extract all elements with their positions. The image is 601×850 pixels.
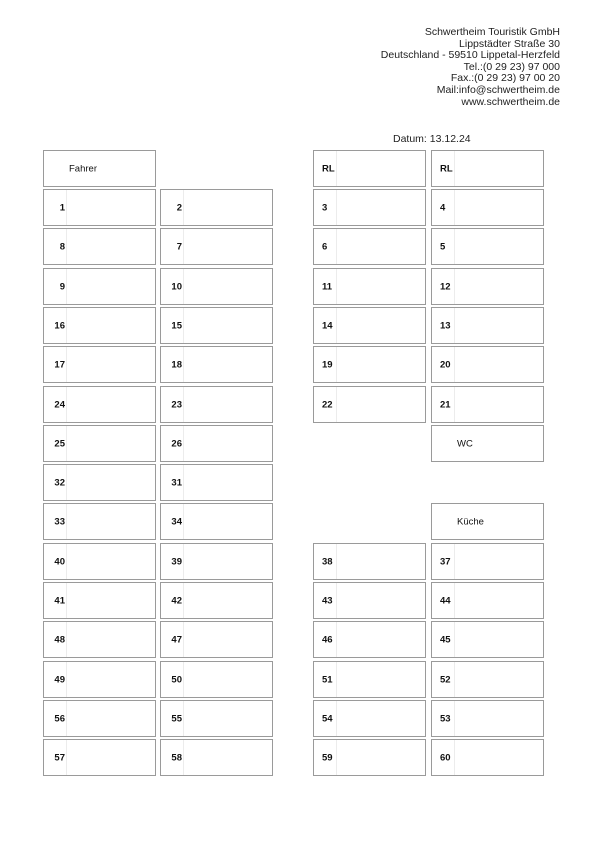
seat-divider [336,740,337,775]
seat-15-label: 15 [171,320,182,331]
seat-11 [313,268,426,305]
seat-20 [431,346,544,383]
seat-divider [66,544,67,579]
seat-54 [313,700,426,737]
seat-45 [431,621,544,658]
seat-58 [160,739,273,776]
seat-18 [160,346,273,383]
seat-32-label: 32 [54,477,65,488]
seat-6 [313,228,426,265]
seat-38-label: 38 [322,556,333,567]
seat-divider [183,229,184,264]
guide-seat-left [313,150,426,187]
seat-divider [66,269,67,304]
seat-56 [43,700,156,737]
seat-divider [183,740,184,775]
seat-divider [336,544,337,579]
seat-17-label: 17 [54,359,65,370]
guide-seat-right-label: RL [440,163,453,174]
seat-divider [66,701,67,736]
seat-divider [336,701,337,736]
guide-seat-right [431,150,544,187]
seat-49-label: 49 [54,674,65,685]
driver-box [43,150,156,187]
seat-41-label: 41 [54,595,65,606]
seat-46-label: 46 [322,634,333,645]
seat-48 [43,621,156,658]
seat-12 [431,268,544,305]
seat-37-label: 37 [440,556,451,567]
seat-divider [336,583,337,618]
seat-divider [336,662,337,697]
seat-divider [336,269,337,304]
seat-55-label: 55 [171,713,182,724]
seat-9-label: 9 [59,281,65,292]
company-name: Schwertheim Touristik GmbH [424,26,560,38]
seat-5 [431,228,544,265]
seat-24-label: 24 [54,399,65,410]
seat-18-label: 18 [171,359,182,370]
seat-21-label: 21 [440,399,451,410]
seat-53 [431,700,544,737]
seat-16 [43,307,156,344]
seat-20-label: 20 [440,359,451,370]
wc-box [431,425,544,462]
seat-59 [313,739,426,776]
company-city: Deutschland - 59510 Lippetal-Herzfeld [380,49,560,62]
seat-divider [454,229,455,264]
seat-56-label: 56 [54,713,65,724]
seat-44-label: 44 [440,595,451,606]
seat-divider [336,190,337,225]
seat-4-label: 4 [440,202,446,213]
seat-49 [43,661,156,698]
seat-13 [431,307,544,344]
seat-divider [66,426,67,461]
seat-divider [183,544,184,579]
seat-40-label: 40 [54,556,65,567]
seat-divider [66,504,67,539]
seat-48-label: 48 [54,634,65,645]
kitchen-box [431,503,544,540]
seat-5-label: 5 [440,241,446,252]
seat-divider [454,622,455,657]
seat-divider [66,662,67,697]
seat-53-label: 53 [440,713,451,724]
seat-46 [313,621,426,658]
seat-32 [43,464,156,501]
seat-39 [160,543,273,580]
seat-23 [160,386,273,423]
seat-divider [454,544,455,579]
seat-50 [160,661,273,698]
seat-divider [183,583,184,618]
seat-divider [183,190,184,225]
seat-7-label: 7 [176,241,182,252]
seat-8-label: 8 [59,241,65,252]
seat-12-label: 12 [440,281,451,292]
seat-divider [454,662,455,697]
seat-divider [454,740,455,775]
seat-1 [43,189,156,226]
seat-divider [183,662,184,697]
seat-9 [43,268,156,305]
seat-2-label: 2 [176,202,182,213]
seat-52-label: 52 [440,674,451,685]
seat-22-label: 22 [322,399,333,410]
seat-55 [160,700,273,737]
seat-21 [431,386,544,423]
seat-divider [183,701,184,736]
seat-31 [160,464,273,501]
seat-58-label: 58 [171,752,182,763]
seat-divider [183,426,184,461]
seat-4 [431,189,544,226]
seat-26-label: 26 [171,438,182,449]
wc-box-label: WC [457,438,473,449]
seat-divider [66,465,67,500]
seat-45-label: 45 [440,634,451,645]
seat-37 [431,543,544,580]
seat-divider [336,151,337,186]
seat-14 [313,307,426,344]
seat-divider [336,229,337,264]
company-street: Lippstädter Straße 30 [459,37,560,50]
seat-divider [336,308,337,343]
seat-17 [43,346,156,383]
seat-24 [43,386,156,423]
seat-11-label: 11 [322,281,333,292]
seat-57-label: 57 [54,752,65,763]
seat-25 [43,425,156,462]
seat-divider [454,387,455,422]
seat-divider [66,308,67,343]
guide-seat-left-label: RL [322,163,335,174]
seat-6-label: 6 [322,241,328,252]
company-fax: Fax.:(0 29 23) 97 00 20 [450,72,560,85]
seat-divider [66,622,67,657]
seat-22 [313,386,426,423]
seat-divider [66,387,67,422]
seat-divider [454,583,455,618]
kitchen-box-label: Küche [457,516,484,527]
seat-50-label: 50 [171,674,182,685]
document-date: Datum: 13.12.24 [393,133,471,145]
seat-divider [183,504,184,539]
seat-divider [183,308,184,343]
company-phone: Tel.:(0 29 23) 97 000 [463,60,560,73]
driver-box-label: Fahrer [69,163,97,174]
seat-divider [66,740,67,775]
seat-47 [160,621,273,658]
seat-3 [313,189,426,226]
seat-34 [160,503,273,540]
seat-51-label: 51 [322,674,333,685]
seat-3-label: 3 [322,202,328,213]
seat-52 [431,661,544,698]
seat-16-label: 16 [54,320,65,331]
seat-10-label: 10 [171,281,182,292]
seat-divider [336,622,337,657]
seat-40 [43,543,156,580]
seat-57 [43,739,156,776]
seat-41 [43,582,156,619]
seat-8 [43,228,156,265]
seat-34-label: 34 [171,516,182,527]
seat-divider [66,190,67,225]
seat-19 [313,346,426,383]
seat-divider [183,465,184,500]
seat-60-label: 60 [440,752,451,763]
seat-7 [160,228,273,265]
seat-divider [183,622,184,657]
company-mail: Mail:info@schwertheim.de [436,83,560,96]
seat-44 [431,582,544,619]
seat-60 [431,739,544,776]
seat-divider [454,151,455,186]
seat-divider [454,347,455,382]
seat-divider [183,387,184,422]
seat-divider [183,269,184,304]
seat-42 [160,582,273,619]
seat-59-label: 59 [322,752,333,763]
seat-43-label: 43 [322,595,333,606]
seat-38 [313,543,426,580]
seat-divider [66,583,67,618]
seat-1-label: 1 [59,202,65,213]
seat-39-label: 39 [171,556,182,567]
seat-13-label: 13 [440,320,451,331]
seat-47-label: 47 [171,634,182,645]
seat-25-label: 25 [54,438,65,449]
seat-divider [183,347,184,382]
seat-divider [66,229,67,264]
seat-divider [454,308,455,343]
seat-10 [160,268,273,305]
seat-divider [336,387,337,422]
seat-2 [160,189,273,226]
seat-51 [313,661,426,698]
seat-33-label: 33 [54,516,65,527]
seat-15 [160,307,273,344]
seat-23-label: 23 [171,399,182,410]
seat-33 [43,503,156,540]
seat-14-label: 14 [322,320,333,331]
company-website: www.schwertheim.de [461,95,560,108]
seat-26 [160,425,273,462]
seat-divider [66,347,67,382]
seat-42-label: 42 [171,595,182,606]
seat-divider [454,190,455,225]
seat-31-label: 31 [171,477,182,488]
seat-divider [454,701,455,736]
seat-43 [313,582,426,619]
seat-54-label: 54 [322,713,333,724]
seat-divider [336,347,337,382]
seat-divider [454,269,455,304]
seat-19-label: 19 [322,359,333,370]
